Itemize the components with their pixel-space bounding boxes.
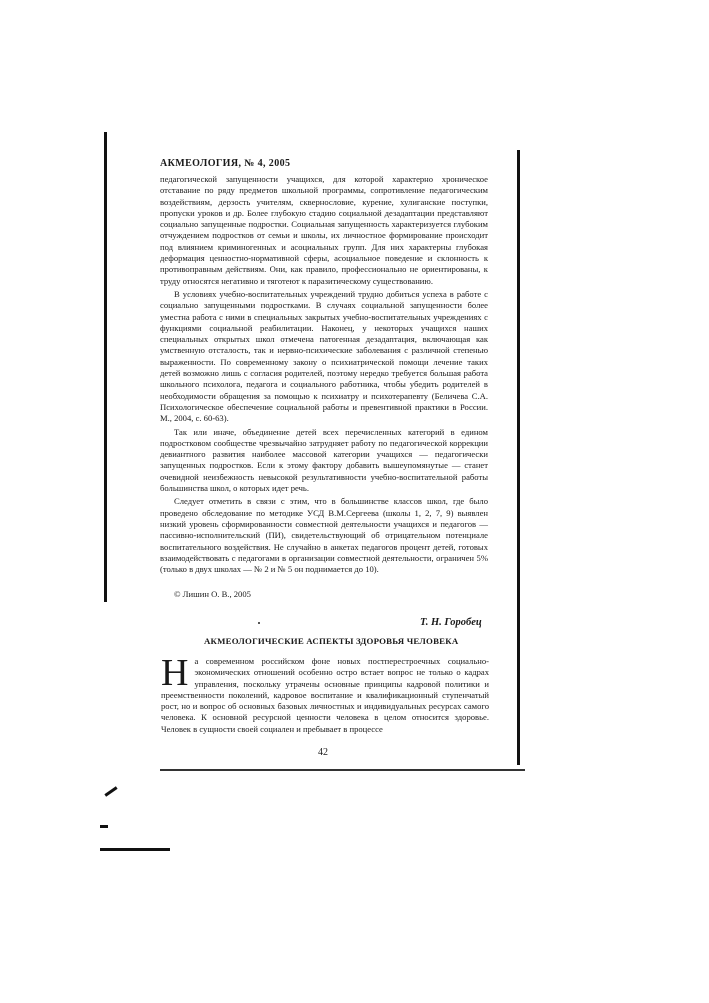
article-paragraph [161, 652, 489, 735]
drop-cap: Н [161, 652, 189, 694]
scan-mark-tick [100, 825, 108, 828]
article-author: Т. Н. Горобец [420, 617, 482, 628]
copyright-line: © Лишин О. В., 2005 [174, 589, 251, 600]
page-number: 42 [318, 747, 328, 758]
scan-edge-right [517, 150, 520, 765]
page-content [160, 158, 488, 599]
paragraph: Следует отметить в связи с этим, что в большинстве классов школ, где было проведено обследование по методике УСД В.М.Сергеева (школы 1, 2, 7, 9) выявлен низкий уровень сформированности совместной деятельности учащихся и педагогов — пассивно-исполнительский (ПИ), свидетельствующий об отрицательном потенциале воспитательного воздействия. Не случайно в анкетах педагогов процент детей, готовых взаимодействовать с педагогами в организации совместной деятельности, ограничен 5% (только в двух школах — № 2 и № 5 он поднимается до 10). [160, 496, 488, 575]
bullet-dot [258, 622, 260, 624]
paragraph: педагогической запущенности учащихся, для которой характерно хроническое отставание по ряду предметов школьной программы, сопротивление педагогическим воздействиям, дерзость учителям, сквернословие, курение, хулиганские поступки, пропуски уроков и др. Более глубокую стадию социальной дезадаптации представляют социально запущенные подростки. Социальная запущенность характеризуется глубоким отчуждением подростков от семьи и школы, их личностное формирование происходит под влиянием криминогенных и асоциальных групп. Для них характерны глубокая деформация ценностно-нормативной сферы, асоциальное поведение и склонность к противоправным действиям. Они, как правило, профессионально не ориентированы, к труду относятся негативно и тяготеют к паразитическому существованию. [160, 174, 488, 286]
scan-edge-left [104, 132, 107, 602]
body-text [160, 174, 488, 575]
article-body [161, 652, 489, 735]
running-head: АКМЕОЛОГИЯ, № 4, 2005 [160, 158, 291, 169]
scan-edge-bottom [160, 769, 525, 771]
paragraph: Так или иначе, объединение детей всех перечисленных категорий в едином подростковом сообществе чрезвычайно затрудняет работу по педагогической коррекции девиантного развития наиболее массовой категории учащихся — педагогически запущенных подростков. Если к этому фактору добавить вышеупомянутые — станет очевидной неизбежность невысокой результативности учебно-воспитательной работы большинства школ, о которых идет речь. [160, 426, 488, 494]
paragraph: В условиях учебно-воспитательных учреждений трудно добиться успеха в работе с социально запущенными подростками. В случаях социальной запущенности более уместна работа с ними в специальных закрытых учебно-воспитательных учреждениях с функциями социальной реабилитации. Наконец, у некоторых учащихся наших специальных открытых школ отмечена патогенная дезадаптация, включающая как умственную отсталость, так и нервно-психические заболевания с различной степенью выраженности. По современному закону о психиатрической помощи лечение таких детей возможно лишь с согласия родителей, поэтому нередко требуется большая работа школьного психолога, педагога и социального работника, чтобы убедить родителей в необходимости обращения за помощью к психиатру и психотерапевту (Беличева С.А. Психологическое обеспечение социальной работы и превентивной практики в России. М., 2004, с. 60-63). [160, 288, 488, 424]
article-text: а современном российском фоне новых постперестроечных социально-экономических отношений особенно остро встает вопрос не только о кадрах управления, поскольку утрачены основные принципы кадровой политики и преемственности поколений, кадровое воспитание и квалификационный ступенчатый рост, но и вопрос об основных базовых личностных и индивидуальных ресурсах самого человека. К основной ресурсной ценности человека в целом относится здоровье. Человек в сущности своей социален и пребывает в процессе [161, 656, 489, 734]
scan-mark-tick [104, 786, 117, 796]
article-title: АКМЕОЛОГИЧЕСКИЕ АСПЕКТЫ ЗДОРОВЬЯ ЧЕЛОВЕКА [204, 636, 459, 646]
scan-mark-bottom [100, 848, 170, 851]
